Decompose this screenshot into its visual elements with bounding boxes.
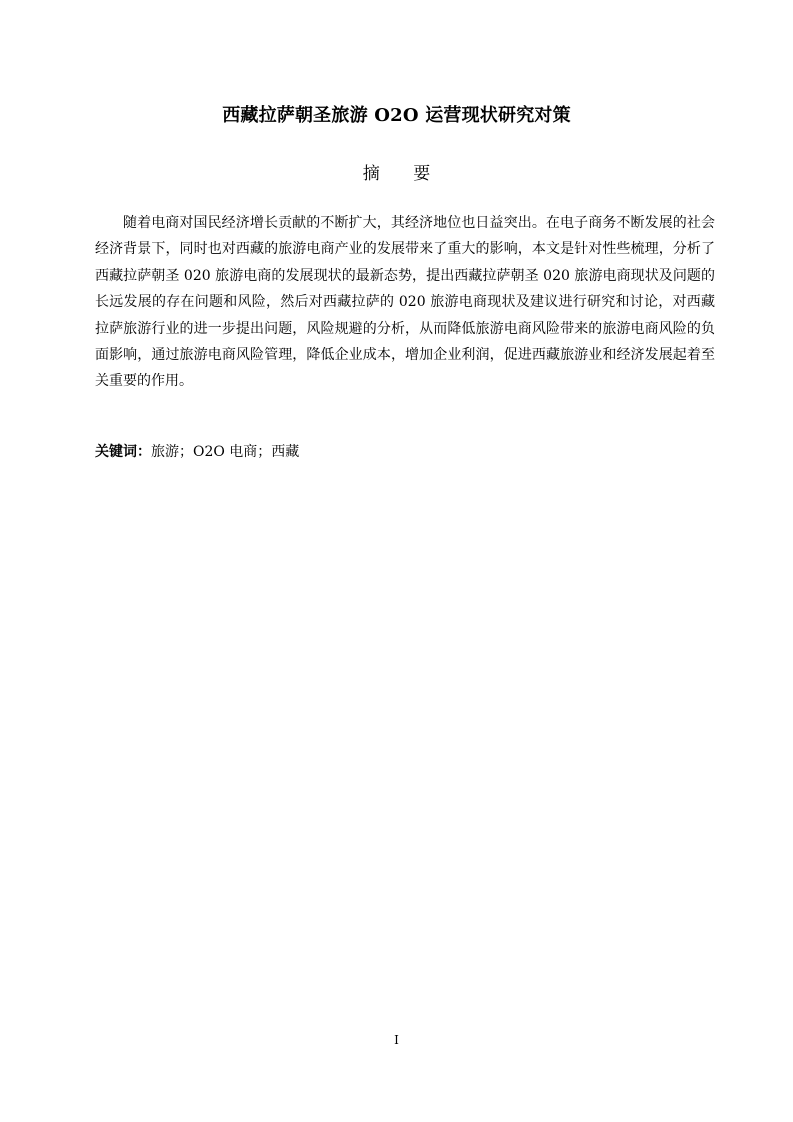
document-title: 西藏拉萨朝圣旅游 O2O 运营现状研究对策 [222,105,571,126]
abstract-heading: 摘 要 [362,164,445,184]
abstract-paragraph: 随着电商对国民经济增长贡献的不断扩大，其经济地位也日益突出。在电子商务不断发展的社会经济背景下，同时也对西藏的旅游电商产业的发展带来了重大的影响，本文是针对性些梳理，分析了西藏拉萨朝圣 020 旅游电商的发展现状的最新态势，提出西藏拉萨朝圣 020 旅游电商现状及问题的长远发展的存在问题和风险，然后对西藏拉萨的 020 旅游电商现状及建议进行研究和讨论，对西藏拉萨旅游行业的进一步提出问题，风险规避的分析，从而降低旅游电商风险带来的旅游电商风险的负面影响，通过旅游电商风险管理，降低企业成本，增加企业利润，促进西藏旅游业和经济发展起着至关重要的作用。 [95,215,715,390]
keywords-line [95,441,715,463]
keywords-value: 旅游；O2O 电商；西藏 [151,444,300,460]
keywords-label: 关键词： [95,444,151,460]
page-number: I [394,1033,399,1047]
